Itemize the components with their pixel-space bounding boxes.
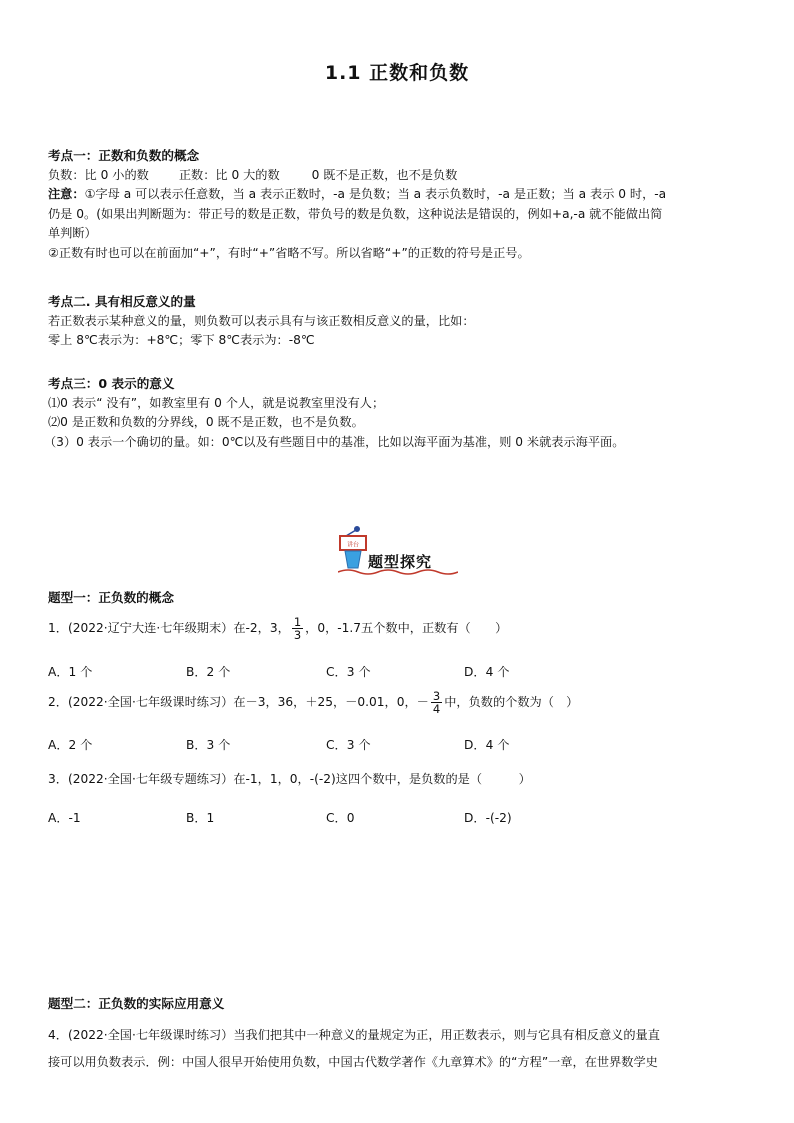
banner-title: 题型探究 (368, 553, 433, 571)
option-a[interactable]: A．-1 (48, 811, 81, 825)
option-b[interactable]: B．1 (186, 811, 215, 825)
question-2: 2．(2022·全国·七年级课时练习）在－3，36，＋25，－0.01，0，－ $\frac{3}{4}$ 中，负数的个数为（ ） (48, 689, 579, 716)
body-line: ⑴0 表示“ 没有”，如教室里有 0 个人，就是说教室里没有人； (48, 395, 385, 410)
question-3: 3．(2022·全国·七年级专题练习）在-1，1，0，-(-2)这四个数中，是负数的是（ ） (48, 772, 531, 786)
section-heading: 题型二：正负数的实际应用意义 (48, 996, 225, 1011)
section-concept (48, 146, 758, 263)
question-1: 1．(2022·辽宁大连·七年级期末）在-2，3， $\frac{1}{3}$ ，0，-1.7五个数中，正数有（ ） (48, 615, 508, 642)
section-zero-meaning (44, 374, 758, 452)
fraction: $\frac{3}{4}$ (432, 689, 441, 716)
body-line: 零上 8℃表示为：+8℃；零下 8℃表示为：-8℃ (48, 333, 315, 347)
option-a[interactable]: A．1 个 (48, 665, 93, 679)
option-c[interactable]: C．0 (326, 811, 355, 825)
option-c[interactable]: C．3 个 (326, 738, 371, 752)
section-heading: 考点三：0 表示的意义 (48, 376, 175, 391)
note-line: ②正数有时也可以在前面加“+”，有时“+”省略不写。所以省略“+”的正数的符号是正号。 (48, 245, 530, 260)
zero-definition: 0 既不是正数，也不是负数 (311, 167, 458, 182)
definition-line (48, 166, 758, 186)
section-heading: 考点二. 具有相反意义的量 (48, 294, 196, 309)
body-line: 若正数表示某种意义的量，则负数可以表示具有与该正数相反意义的量，比如： (48, 313, 475, 328)
note-line: 单判断） (48, 226, 97, 240)
body-line: （3）0 表示一个确切的量。如：0℃以及有些题目中的基准，比如以海平面为基准，则 0 米就表示海平面。 (44, 434, 625, 449)
option-d[interactable]: D．4 个 (464, 738, 510, 752)
note-line: 注意：①字母 a 可以表示任意数，当 a 表示正数时，-a 是负数；当 a 表示负数时，-a 是正数；当 a 表示 0 时，-a (48, 187, 667, 201)
page-title: 1.1 正数和负数 (324, 62, 470, 84)
section-heading: 考点一：正数和负数的概念 (48, 148, 200, 163)
question-4-line: 接可以用负数表示．例：中国人很早开始使用负数，中国古代数学著作《九章算术》的“方程”一章，在世界数学史 (48, 1054, 658, 1069)
option-d[interactable]: D．-(-2) (464, 811, 512, 825)
section-opposite-quantities (48, 292, 758, 351)
option-b[interactable]: B．3 个 (186, 738, 231, 752)
note-line: 仍是 0。(如果出判断题为：带正号的数是正数，带负号的数是负数，这种说法是错误的，例如+a,-a 就不能做出简 (48, 206, 663, 221)
option-c[interactable]: C．3 个 (326, 665, 371, 679)
negative-definition: 负数：比 0 小的数 (48, 167, 149, 182)
fraction: $\frac{1}{3}$ (293, 615, 302, 642)
positive-definition: 正数：比 0 大的数 (178, 167, 280, 182)
note-label: 注意： (48, 187, 85, 201)
question-4-line: 4．(2022·全国·七年级课时练习）当我们把其中一种意义的量规定为正，用正数表示，则与它具有相反意义的量直 (48, 1027, 660, 1042)
type-two-block (48, 994, 768, 1076)
option-a[interactable]: A．2 个 (48, 738, 93, 752)
section-heading: 题型一：正负数的概念 (48, 590, 174, 605)
option-d[interactable]: D．4 个 (464, 665, 510, 679)
type-one-heading-block (48, 588, 768, 608)
podium-label: 讲台 (346, 541, 360, 549)
body-line: ⑵0 是正数和负数的分界线，0 既不是正数，也不是负数。 (48, 415, 364, 429)
option-b[interactable]: B．2 个 (186, 665, 231, 679)
